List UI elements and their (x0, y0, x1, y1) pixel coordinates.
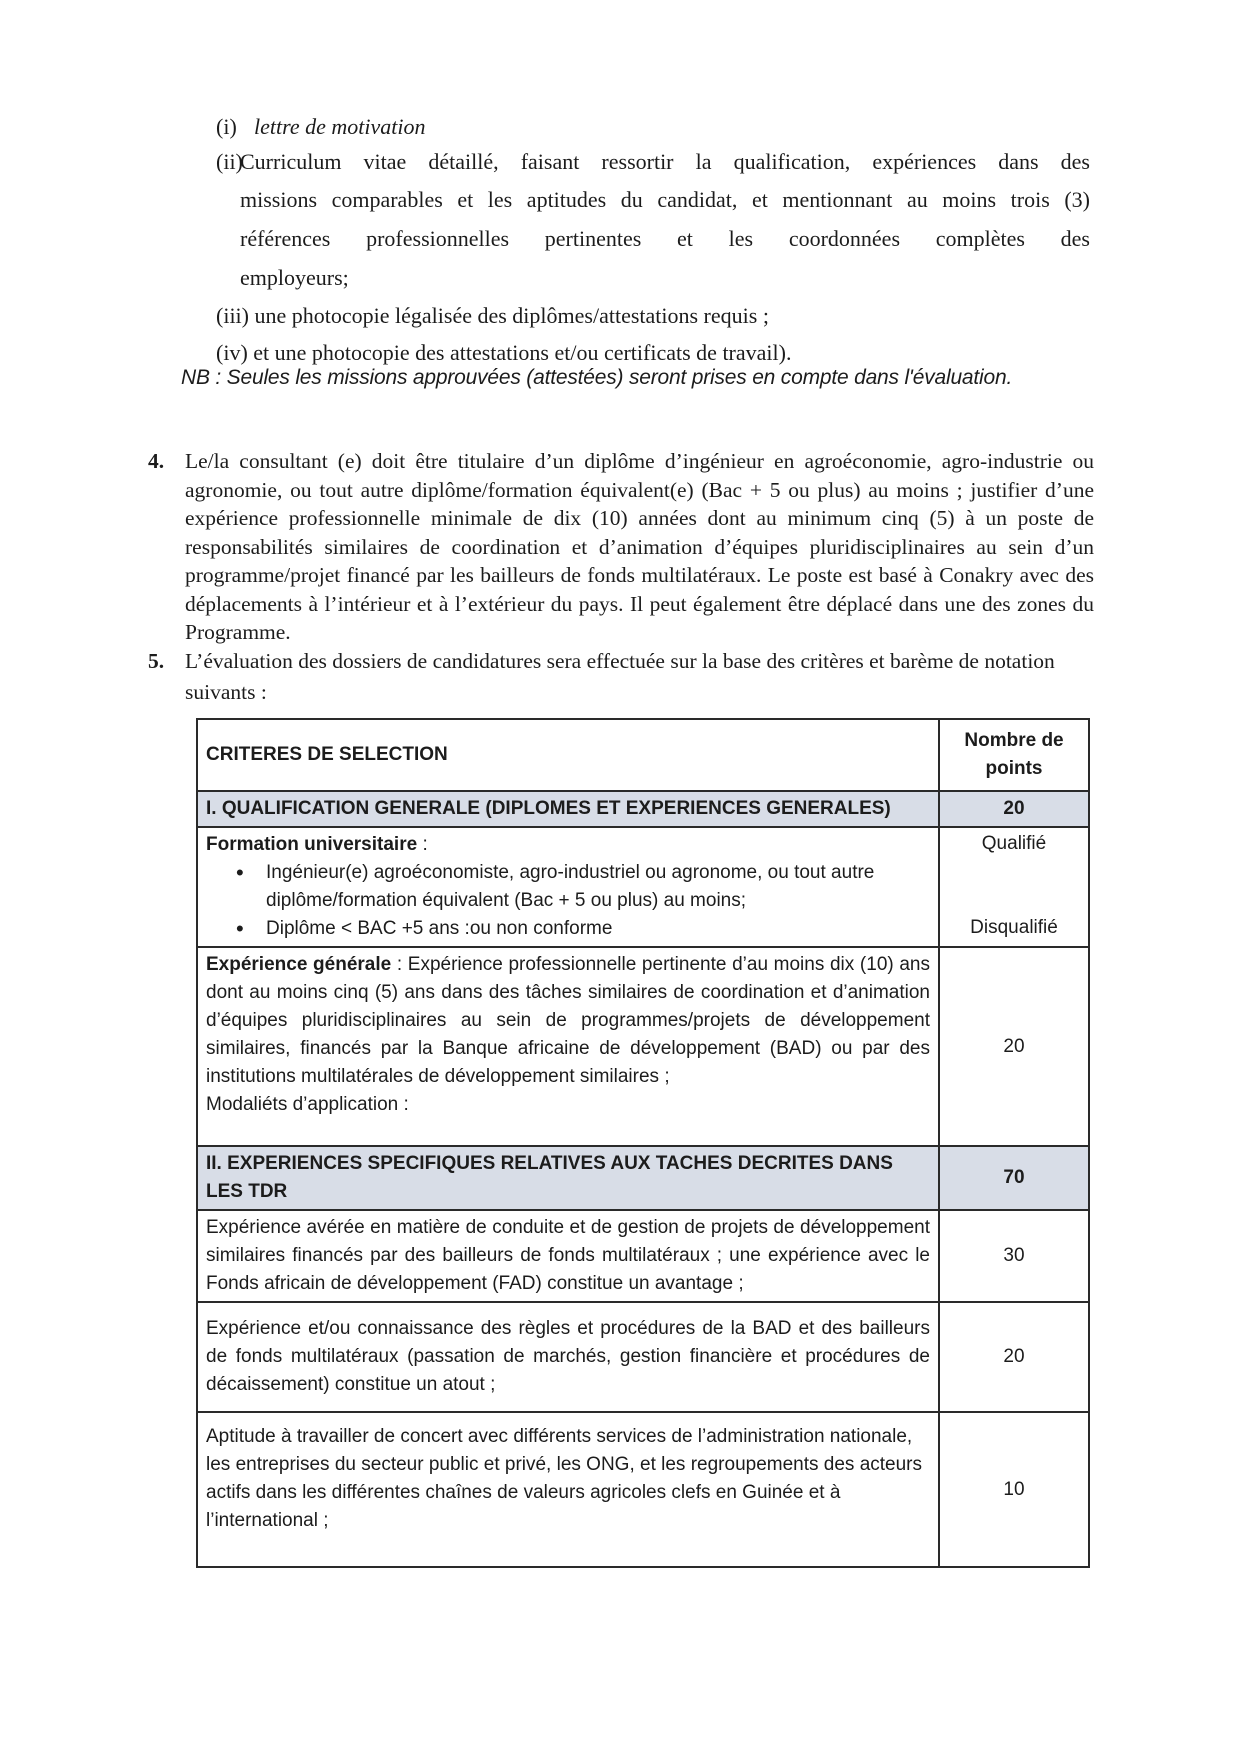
selection-criteria-table (196, 718, 1090, 1568)
table-row (197, 827, 1089, 947)
attachment-text: lettre de motivation (254, 114, 426, 139)
attachment-number: (i) (216, 114, 237, 139)
attachment-item (216, 297, 769, 335)
criteria-text: : Expérience professionnelle pertinente d’au moins dix (10) ans dont au moins cinq (5) ans dans des tâches similaires de coordination et d’animation d’équipes pluridisciplinaires au sein de programmes/projets de développement similaires, financés par la Banque africaine de développement (BAD) ou par des institutions multilatérales de développement similaires ; (206, 954, 930, 1087)
attachment-line: employeurs; (240, 265, 349, 290)
points-cell: 20 (939, 1302, 1089, 1412)
criteria-label-suffix: : (417, 834, 428, 855)
attachment-number: (iv) (216, 340, 248, 365)
attachment-line: Curriculum vitae détaillé, faisant ressortir la qualification, expériences dans des (240, 149, 1090, 174)
criteria-label: Formation universitaire (206, 834, 418, 855)
table-header-row (197, 719, 1089, 791)
table-row (197, 1412, 1089, 1567)
criteria-cell (197, 827, 939, 947)
criteria-label: Expérience générale (206, 954, 392, 975)
disqualified-label: Disqualifié (970, 917, 1058, 938)
attachment-line: missions comparables et les aptitudes du candidat, et mentionnant au moins trois (3) (240, 187, 1090, 212)
table-row (197, 1302, 1089, 1412)
evaluation-note: NB : Seules les missions approuvées (attestées) seront prises en compte dans l'évaluation. (181, 366, 1013, 389)
criteria-cell (197, 947, 939, 1146)
bullet-item: • Ingénieur(e) agroéconomiste, agro-industriel ou agronome, ou tout autre diplôme/formation équivalent (Bac + 5 ou plus) au moins; (244, 859, 930, 915)
paragraph-5 (148, 646, 1094, 708)
criteria-header: CRITERES DE SELECTION (197, 719, 939, 791)
points-cell: 30 (939, 1210, 1089, 1302)
section-row (197, 1146, 1089, 1210)
paragraph-text: Le/la consultant (e) doit être titulaire d’un diplôme d’ingénieur en agroéconomie, agro-industrie ou agronomie, ou tout autre diplôme/formation équivalent(e) (Bac + 5 ou plus) au moins ; justifier d’une expérience professionnelle minimale de dix (10) années dont au minimum cinq (5) à un poste de responsabilités similaires de coordination et d’animation d’équipes pluridisciplinaires au sein d’un programme/projet financé par les bailleurs de fonds multilatéraux. Le poste est basé à Conakry avec des déplacements à l’intérieur et à l’extérieur du pays. Il peut également être déplacé dans une des zones du Programme. (185, 449, 1094, 644)
section-row (197, 791, 1089, 827)
bullet-list (206, 859, 930, 943)
attachment-text: et une photocopie des attestations et/ou certificats de travail). (253, 340, 792, 365)
criteria-cell: Expérience avérée en matière de conduite et de gestion de projets de développement similaires financés par des bailleurs de fonds multilatéraux ; une expérience avec le Fonds africain de développement (FAD) constitue un avantage ; (197, 1210, 939, 1302)
points-header: Nombre de points (939, 719, 1089, 791)
table-row (197, 947, 1089, 1146)
criteria-cell: Expérience et/ou connaissance des règles et procédures de la BAD et des bailleurs de fonds multilatéraux (passation de marchés, gestion financière et procédures de décaissement) constitue un atout ; (197, 1302, 939, 1412)
attachment-text: une photocopie légalisée des diplômes/attestations requis ; (254, 303, 769, 328)
attachment-item (216, 108, 425, 146)
section-title: I. QUALIFICATION GENERALE (DIPLOMES ET EXPERIENCES GENERALES) (197, 791, 939, 827)
attachment-number: (ii) (216, 149, 243, 174)
section-title: II. EXPERIENCES SPECIFIQUES RELATIVES AUX TACHES DECRITES DANS LES TDR (197, 1146, 939, 1210)
section-points: 20 (939, 791, 1089, 827)
qualified-label: Qualifié (981, 833, 1047, 854)
points-cell (939, 827, 1089, 947)
attachment-number: (iii) (216, 303, 249, 328)
section-points: 70 (939, 1146, 1089, 1210)
points-cell: 10 (939, 1412, 1089, 1567)
paragraph-text: L’évaluation des dossiers de candidatures sera effectuée sur la base des critères et barème de notation suivants : (185, 649, 1055, 704)
paragraph-number: 5. (148, 649, 165, 673)
points-cell: 20 (939, 947, 1089, 1146)
paragraph-4 (148, 447, 1094, 647)
bullet-item: • Diplôme < BAC +5 ans :ou non conforme (244, 915, 930, 943)
paragraph-number: 4. (148, 449, 165, 473)
attachment-line: références professionnelles pertinentes et les coordonnées complètes des (240, 226, 1090, 251)
modalities-label: Modaliéts d’application : (206, 1094, 409, 1115)
criteria-cell: Aptitude à travailler de concert avec différents services de l’administration nationale, les entreprises du secteur public et privé, les ONG, et les regroupements des acteurs actifs dans les différentes chaînes de valeurs agricoles clefs en Guinée et à l’international ; (197, 1412, 939, 1567)
table-row (197, 1210, 1089, 1302)
